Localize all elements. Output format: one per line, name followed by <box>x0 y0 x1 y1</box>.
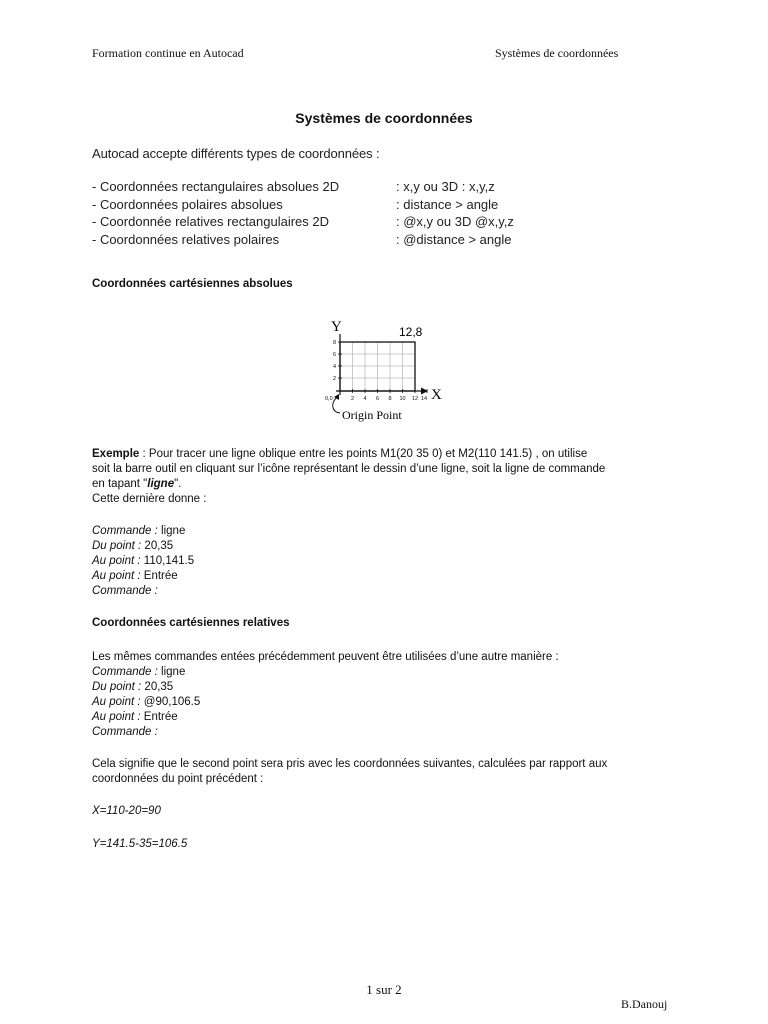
explanation-line1: Cela signifie que le second point sera pris avec les coordonnées suivantes, calculées par rapport aux <box>92 758 608 770</box>
command-key: Commande : <box>92 585 158 597</box>
diagram-grid <box>340 342 415 391</box>
coord-type-value: : x,y ou 3D : x,y,z <box>396 179 495 194</box>
command-value: ligne <box>157 525 186 537</box>
command-value: @90,106.5 <box>140 696 201 708</box>
origin-caption: Origin Point <box>342 408 402 422</box>
command-line <box>92 665 200 680</box>
coordinate-types-list <box>92 178 514 248</box>
example-label: Exemple <box>92 448 140 460</box>
command-value: 110,141.5 <box>140 555 195 567</box>
example-text-line3-post: ". <box>174 478 182 490</box>
x-tick-label: 2 <box>351 396 355 402</box>
coord-type-value: : @x,y ou 3D @x,y,z <box>396 214 514 229</box>
example-text-line2: soit la barre outil en cliquant sur l’icône représentant le dessin d’une ligne, soit la ligne de commande <box>92 463 606 475</box>
origin-tick-label: 0,0 <box>325 396 333 402</box>
example-paragraph <box>92 447 692 507</box>
example-text-line1: : Pour tracer une ligne oblique entre les points M1(20 35 0) et M2(110 141.5) , on utilise <box>139 448 588 460</box>
y-tick-label: 2 <box>333 376 337 382</box>
coord-type-label: - Coordonnées polaires absolues <box>92 196 283 212</box>
formula-y: Y=141.5-35=106.5 <box>92 838 188 850</box>
x-tick-label: 12 <box>412 396 419 402</box>
command-key: Commande : <box>92 666 158 678</box>
command-value: Entrée <box>140 570 178 582</box>
x-tick-label: 4 <box>363 396 367 402</box>
command-line <box>92 569 194 584</box>
footer-author: B.Danouj <box>621 997 668 1011</box>
point-label: 12,8 <box>399 325 423 339</box>
coord-type-row <box>92 231 512 249</box>
x-tick-label: 10 <box>399 396 406 402</box>
x-axis-label: X <box>431 387 442 403</box>
command-line <box>92 524 194 539</box>
formula-x: X=110-20=90 <box>92 805 161 817</box>
y-tick-label: 6 <box>333 352 337 358</box>
page-number: 1 sur 2 <box>366 982 402 997</box>
coordinate-diagram <box>310 312 460 428</box>
x-tick-label: 8 <box>388 396 392 402</box>
command-keyword: ligne <box>147 478 175 490</box>
section-heading-absolute: Coordonnées cartésiennes absolues <box>92 278 293 290</box>
coord-type-value: : distance > angle <box>396 196 499 212</box>
header-left: Formation continue en Autocad <box>92 46 244 60</box>
command-key: Du point : <box>92 540 142 552</box>
command-line <box>92 695 200 710</box>
command-line <box>92 539 194 554</box>
section-heading-relative: Coordonnées cartésiennes relatives <box>92 617 290 629</box>
command-block-absolute <box>92 524 194 599</box>
command-line <box>92 680 200 695</box>
coord-type-label: - Coordonnée relatives rectangulaires 2D <box>92 214 330 229</box>
command-block-relative <box>92 665 200 740</box>
coord-type-value: : @distance > angle <box>396 231 512 247</box>
coord-type-label: - Coordonnées rectangulaires absolues 2D <box>92 179 340 194</box>
y-tick-label: 4 <box>333 364 337 370</box>
x-tick-label: 14 <box>421 396 428 402</box>
example-text-line4: Cette dernière donne : <box>92 493 207 505</box>
command-value: 20,35 <box>141 681 174 693</box>
command-value: ligne <box>157 666 186 678</box>
command-key: Au point : <box>92 555 141 567</box>
relative-intro: Les mêmes commandes entées précédemment peuvent être utilisées d’une autre manière : <box>92 651 559 663</box>
command-key: Au point : <box>92 711 141 723</box>
explanation-paragraph <box>92 757 692 787</box>
command-key: Commande : <box>92 726 158 738</box>
command-key: Commande : <box>92 525 158 537</box>
example-text-line3-pre: en tapant " <box>92 478 148 490</box>
command-line <box>92 710 200 725</box>
page-title: Systèmes de coordonnées <box>295 110 473 126</box>
command-key: Au point : <box>92 696 141 708</box>
command-value: 20,35 <box>141 540 174 552</box>
coord-type-row <box>92 196 499 214</box>
intro-text: Autocad accepte différents types de coordonnées : <box>92 146 380 161</box>
y-tick-label: 8 <box>333 340 337 346</box>
explanation-line2: coordonnées du point précédent : <box>92 773 264 785</box>
command-line <box>92 725 200 740</box>
command-key: Du point : <box>92 681 142 693</box>
coord-type-label: - Coordonnées relatives polaires <box>92 231 280 247</box>
y-axis-label: Y <box>331 319 342 335</box>
command-value: Entrée <box>140 711 178 723</box>
coord-type-row <box>92 178 495 196</box>
command-line <box>92 584 194 599</box>
header-right: Systèmes de coordonnées <box>495 46 619 60</box>
command-line <box>92 554 194 569</box>
x-tick-label: 6 <box>376 396 380 402</box>
command-key: Au point : <box>92 570 141 582</box>
coord-type-row <box>92 213 514 231</box>
